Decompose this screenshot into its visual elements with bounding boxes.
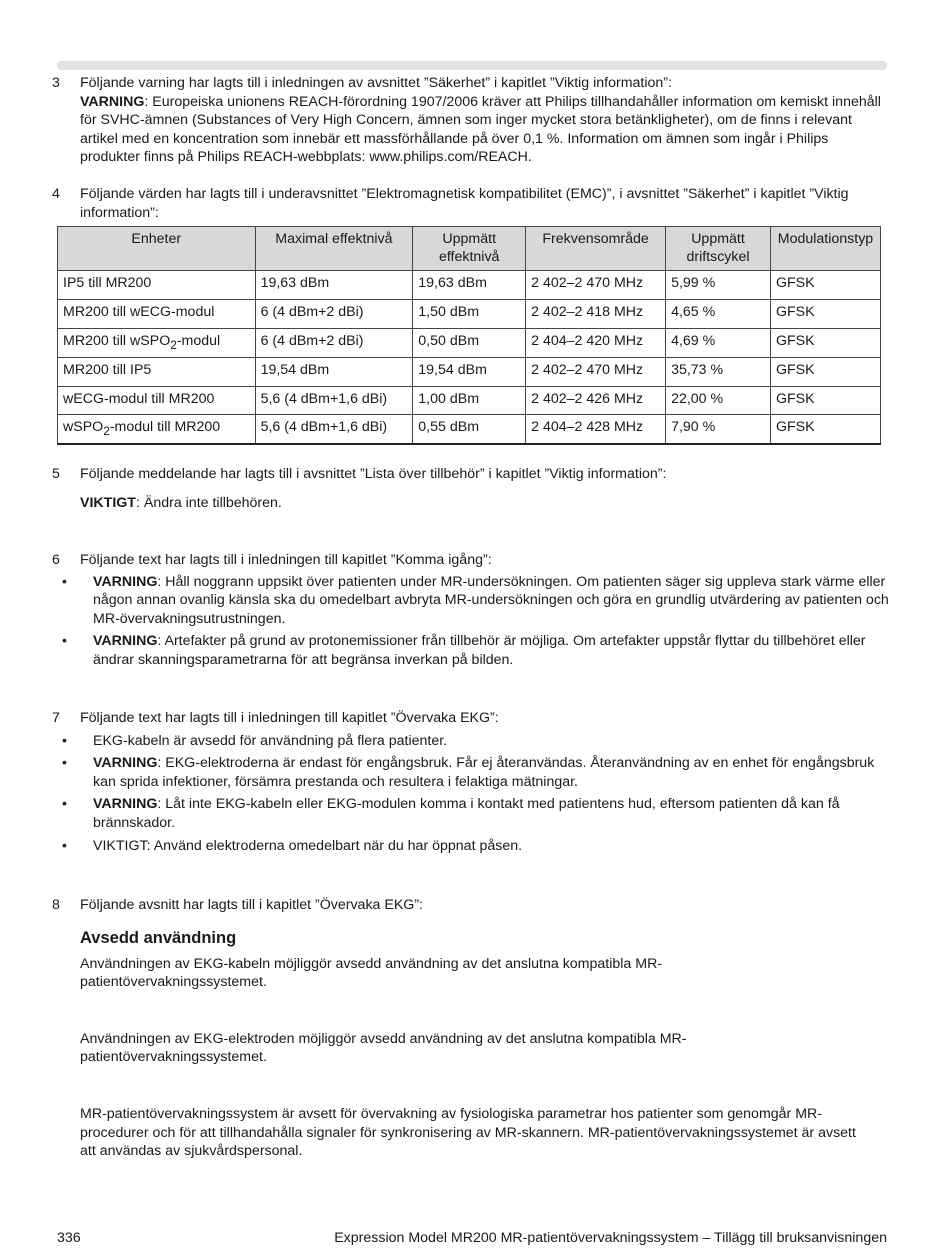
cell-modulation: GFSK xyxy=(770,415,880,444)
cell-max-power: 6 (4 dBm+2 dBi) xyxy=(255,300,413,329)
section-intro: Följande text har lagts till i inledningen till kapitlet ”Komma igång”: xyxy=(80,552,492,568)
cell-frequency: 2 402–2 418 MHz xyxy=(526,300,666,329)
col-header-frequency: Frekvensområde xyxy=(526,227,666,271)
section-number: 4 xyxy=(52,186,60,202)
cell-max-power: 5,6 (4 dBm+1,6 dBi) xyxy=(255,415,413,444)
top-rule xyxy=(57,61,887,70)
paragraph: Användningen av EKG-elektroden möjliggör avsedd användning av det anslutna kompatibla MR-patientövervakningssystemet. xyxy=(80,1030,687,1066)
cell-measured-power: 0,50 dBm xyxy=(413,328,526,357)
bullet: • xyxy=(62,573,67,590)
footer-title: Expression Model MR200 MR-patientövervakningssystem – Tillägg till bruksanvisningen xyxy=(334,1230,887,1246)
paragraph: MR-patientövervakningssystem är avsett för övervakning av fysiologiska parametrar hos patienter som genomgår MR-procedurer och för att tillhandahålla signaler för synkronisering av MR-skannern. MR-patientövervakningssystemet är avsett att användas av sjukvårdspersonal. xyxy=(80,1105,856,1160)
cell-modulation: GFSK xyxy=(770,328,880,357)
bullet-list xyxy=(52,573,890,670)
item-text: : EKG-elektroderna är endast för engångsbruk. Får ej återanvändas. Återanvändning av en enhet för engångsbruk kan sprida infektioner, försämra prestanda och resultera i felaktiga mätningar. xyxy=(93,755,875,790)
cell-duty-cycle: 4,65 % xyxy=(666,300,771,329)
item-text: VIKTIGT: Använd elektroderna omedelbart när du har öppnat påsen. xyxy=(93,837,523,854)
cell-measured-power: 19,54 dBm xyxy=(413,357,526,386)
section-number: 6 xyxy=(52,552,60,568)
table-row xyxy=(58,271,881,300)
cell-max-power: 19,54 dBm xyxy=(255,357,413,386)
cell-duty-cycle: 7,90 % xyxy=(666,415,771,444)
cell-measured-power: 1,00 dBm xyxy=(413,386,526,415)
cell-unit: wSPO$_2$-modul till MR200 xyxy=(58,415,256,444)
cell-measured-power: 0,55 dBm xyxy=(413,415,526,444)
cell-unit: MR200 till wSPO$_2$-modul xyxy=(58,328,256,357)
list-item xyxy=(52,632,890,669)
cell-unit: IP5 till MR200 xyxy=(58,271,256,300)
item-text: : Artefakter på grund av protonemissioner från tillbehör är möjliga. Om artefakter uppstår flyttar du tillbehöret eller ändrar skanningsparametrarna för att begränsa inverkan på bilden. xyxy=(93,633,866,668)
table-row xyxy=(58,415,881,444)
section-3 xyxy=(52,74,890,167)
col-header-measured-power: Uppmätt effektnivå xyxy=(413,227,526,271)
warning-text: : Europeiska unionens REACH-förordning 1907/2006 kräver att Philips tillhandahåller information om kemiskt innehåll för SVHC-ämnen (Substances of Very High Concern, ämnen som inger mycket stora betänkligheter), om de finns i relevant artikel med en koncentration som innebär ett massförhållande på över 0,1 %. Information om ämnen som ingår i Philips produkter finns på Philips REACH-webbplats: www.philips.com/REACH. xyxy=(80,93,881,166)
cell-frequency: 2 404–2 428 MHz xyxy=(526,415,666,444)
col-header-max-power: Maximal effektnivå xyxy=(255,227,413,271)
bullet: • xyxy=(62,755,67,772)
table-header-row xyxy=(58,227,881,271)
section-number: 3 xyxy=(52,75,60,91)
cell-modulation: GFSK xyxy=(770,271,880,300)
bullet-list xyxy=(52,732,890,856)
section-8 xyxy=(52,896,890,1161)
cell-max-power: 6 (4 dBm+2 dBi) xyxy=(255,328,413,357)
cell-unit: MR200 till IP5 xyxy=(58,357,256,386)
cell-unit: wECG-modul till MR200 xyxy=(58,386,256,415)
cell-duty-cycle: 5,99 % xyxy=(666,271,771,300)
list-item xyxy=(52,795,890,832)
cell-frequency: 2 404–2 420 MHz xyxy=(526,328,666,357)
cell-measured-power: 1,50 dBm xyxy=(413,300,526,329)
table-row xyxy=(58,328,881,357)
cell-frequency: 2 402–2 470 MHz xyxy=(526,357,666,386)
cell-frequency: 2 402–2 470 MHz xyxy=(526,271,666,300)
section-4 xyxy=(52,185,890,445)
section-number: 8 xyxy=(52,897,60,913)
cell-modulation: GFSK xyxy=(770,300,880,329)
col-header-duty-cycle: Uppmätt driftscykel xyxy=(666,227,771,271)
cell-duty-cycle: 4,69 % xyxy=(666,328,771,357)
notice-label: VIKTIGT xyxy=(80,494,136,511)
cell-modulation: GFSK xyxy=(770,386,880,415)
col-header-modulation: Modulationstyp xyxy=(770,227,880,271)
section-number: 5 xyxy=(52,466,60,482)
paragraph: Användningen av EKG-kabeln möjliggör avsedd användning av det anslutna kompatibla MR-patientövervakningssystemet. xyxy=(80,955,663,991)
warning-label: VARNING xyxy=(80,93,145,110)
warning-label: VARNING xyxy=(93,633,158,650)
notice-paragraph xyxy=(80,494,890,513)
section-intro: Följande varning har lagts till i inledningen av avsnittet ”Säkerhet” i kapitlet ”Viktig information”: xyxy=(80,75,672,91)
table-row xyxy=(58,386,881,415)
section-7 xyxy=(52,709,890,859)
cell-max-power: 5,6 (4 dBm+1,6 dBi) xyxy=(255,386,413,415)
bullet: • xyxy=(62,732,67,749)
section-intro: Följande meddelande har lagts till i avsnittet ”Lista över tillbehör” i kapitlet ”Viktig information”: xyxy=(80,466,667,482)
item-text: : Låt inte EKG-kabeln eller EKG-modulen komma i kontakt med patientens hud, eftersom patienten då kan få brännskador. xyxy=(93,796,840,831)
section-intro: Följande värden har lagts till i underavsnittet ”Elektromagnetisk kompatibilitet (EMC)”, i avsnittet ”Säkerhet” i kapitlet ”Viktig information”: xyxy=(80,186,849,221)
bullet: • xyxy=(62,796,67,813)
item-text: EKG-kabeln är avsedd för användning på flera patienter. xyxy=(93,732,448,749)
section-number: 7 xyxy=(52,710,60,726)
page-number: 336 xyxy=(57,1230,81,1246)
bullet: • xyxy=(62,633,67,650)
cell-unit: MR200 till wECG-modul xyxy=(58,300,256,329)
item-text: : Håll noggrann uppsikt över patienten under MR-undersökningen. Om patienten säger sig uppleva stark värme eller någon annan ovanlig känsla ska du omedelbart avbryta MR-undersökningen och göra en grundlig utvärdering av patienten och MR-övervakningsutrustningen. xyxy=(93,573,889,627)
cell-frequency: 2 402–2 426 MHz xyxy=(526,386,666,415)
section-intro: Följande avsnitt har lagts till i kapitlet ”Övervaka EKG”: xyxy=(80,897,424,913)
list-item xyxy=(52,573,890,629)
section-intro: Följande text har lagts till i inledningen till kapitlet ”Övervaka EKG”: xyxy=(80,710,499,726)
cell-max-power: 19,63 dBm xyxy=(255,271,413,300)
list-item xyxy=(52,837,890,856)
list-item xyxy=(52,732,890,751)
list-item xyxy=(52,754,890,791)
cell-duty-cycle: 35,73 % xyxy=(666,357,771,386)
warning-label: VARNING xyxy=(93,796,158,813)
table-row xyxy=(58,357,881,386)
table-row xyxy=(58,300,881,329)
subsection-heading: Avsedd användning xyxy=(80,928,237,947)
cell-duty-cycle: 22,00 % xyxy=(666,386,771,415)
warning-paragraph xyxy=(80,93,890,167)
warning-label: VARNING xyxy=(93,755,158,772)
cell-modulation: GFSK xyxy=(770,357,880,386)
bullet: • xyxy=(62,837,67,854)
warning-label: VARNING xyxy=(93,573,158,590)
col-header-units: Enheter xyxy=(58,227,256,271)
section-6 xyxy=(52,551,890,674)
section-5 xyxy=(52,465,890,512)
cell-measured-power: 19,63 dBm xyxy=(413,271,526,300)
intended-use-block xyxy=(80,928,715,1067)
emc-table xyxy=(57,226,881,445)
notice-text: : Ändra inte tillbehören. xyxy=(135,494,282,511)
